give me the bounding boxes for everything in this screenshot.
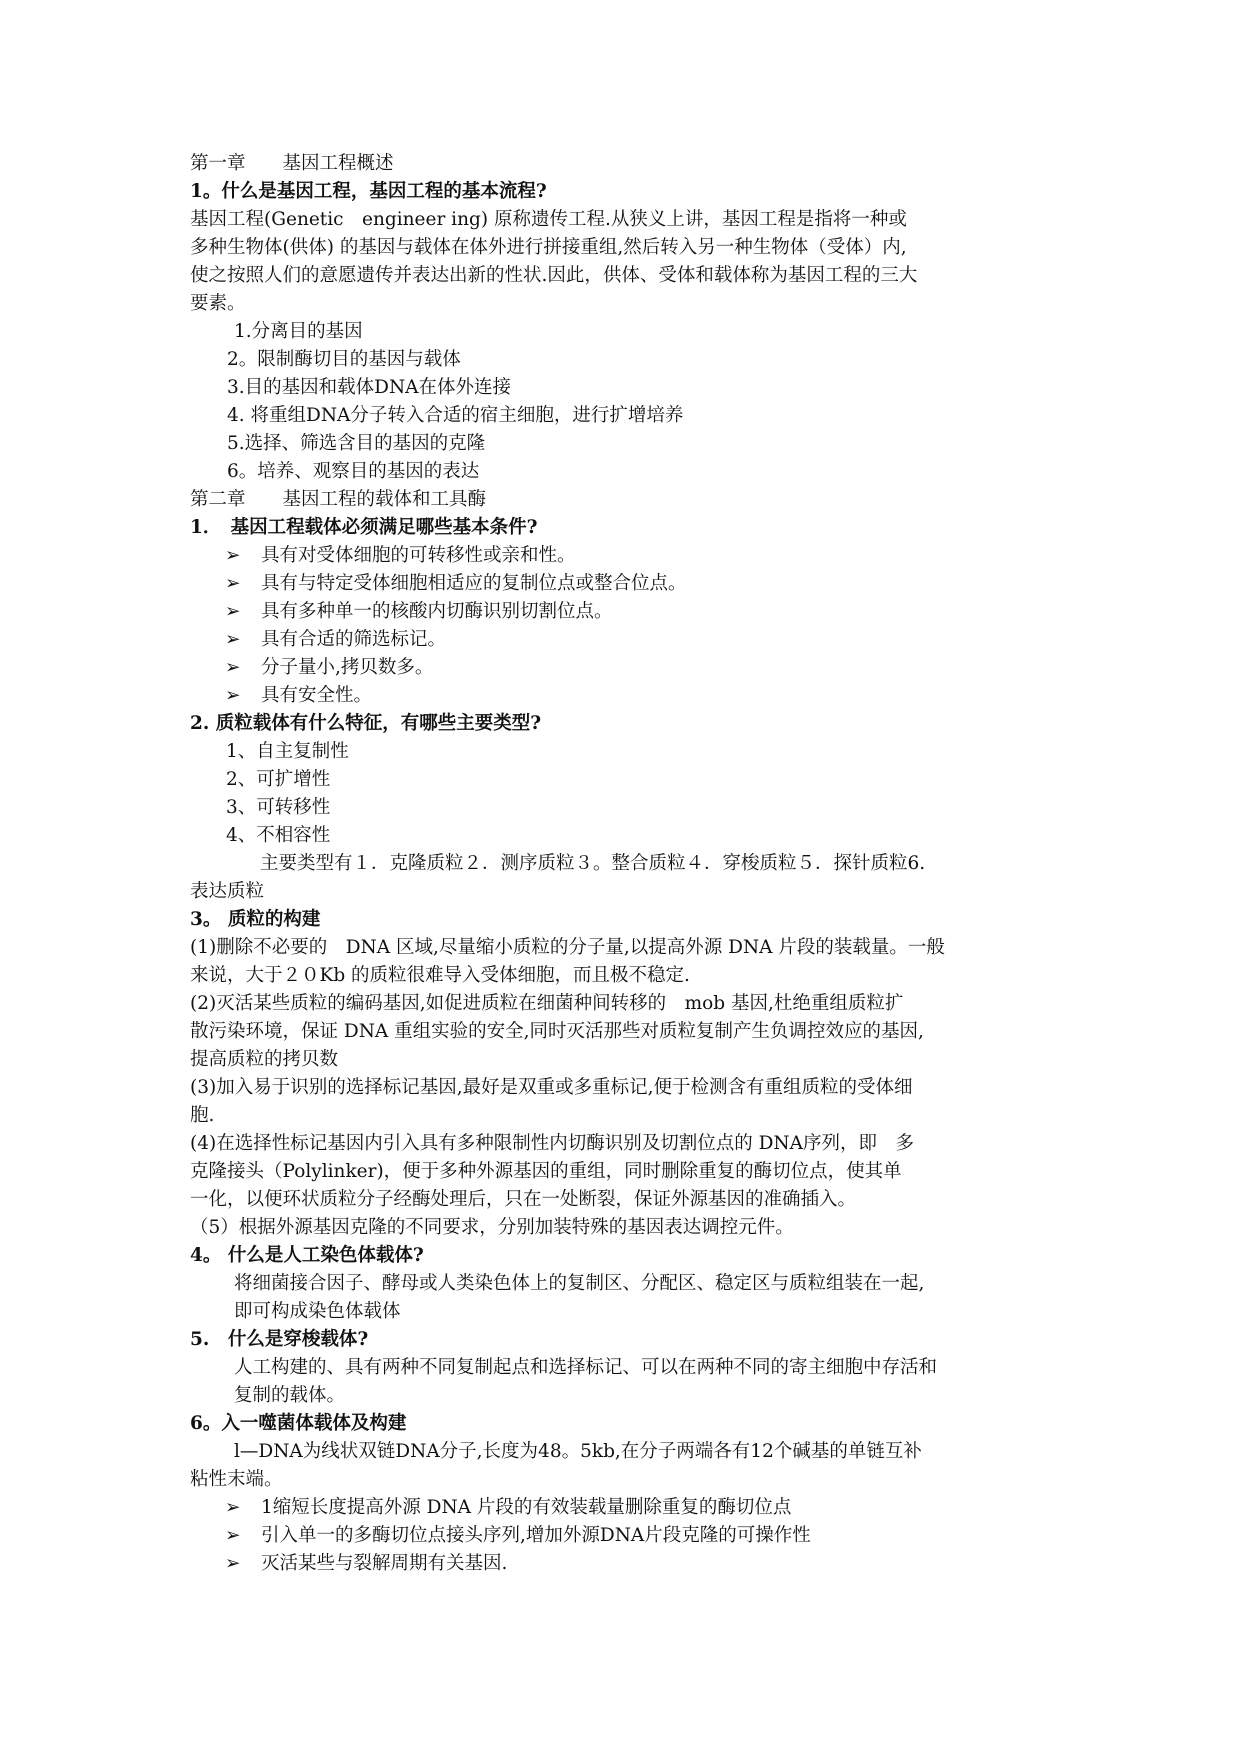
paragraph-line: 基因工程(Genetic engineer ing) 原称遗传工程.从狭义上讲，基因工程是指将一种或 bbox=[190, 209, 907, 230]
paragraph-line: (1)删除不必要的 DNA 区域,尽量缩小质粒的分子量,以提高外源 DNA 片段的装载量。一般 bbox=[190, 937, 945, 958]
chapter2-question-4: 4。 什么是人工染色体载体? bbox=[190, 1245, 424, 1266]
list-item: ➢ 1缩短长度提高外源 DNA 片段的有效装载量删除重复的酶切位点 bbox=[190, 1494, 1060, 1522]
document-body bbox=[190, 150, 1060, 1578]
list-item: 1、自主复制性 bbox=[226, 741, 349, 762]
paragraph-line: （5）根据外源基因克隆的不同要求，分别加装特殊的基因表达调控元件。 bbox=[190, 1217, 794, 1238]
chapter2-title: 第二章 基因工程的载体和工具酶 bbox=[190, 489, 487, 510]
paragraph-line: 粘性末端。 bbox=[190, 1469, 283, 1490]
paragraph-line: 表达质粒 bbox=[190, 881, 265, 902]
paragraph-line: 将细菌接合因子、酵母或人类染色体上的复制区、分配区、稳定区与质粒组装在一起, bbox=[234, 1273, 925, 1294]
list-item: ➢ 分子量小,拷贝数多。 bbox=[190, 654, 1060, 682]
paragraph-line: (4)在选择性标记基因内引入具有多种限制性内切酶识别及切割位点的 DNA序列，即 多 bbox=[190, 1133, 914, 1154]
list-item: ➢ 具有与特定受体细胞相适应的复制位点或整合位点。 bbox=[190, 570, 1060, 598]
arrow-bullet-icon: ➢ bbox=[225, 1525, 241, 1546]
list-item: 3、可转移性 bbox=[226, 797, 331, 818]
paragraph-line: l—DNA为线状双链DNA分子,长度为48。5kb,在分子两端各有12个碱基的单链互补 bbox=[234, 1441, 922, 1462]
arrow-bullet-icon: ➢ bbox=[225, 629, 241, 650]
list-item: 2、可扩增性 bbox=[226, 769, 331, 790]
paragraph-line: (2)灭活某些质粒的编码基因,如促进质粒在细菌种间转移的 mob 基因,杜绝重组质粒扩 bbox=[190, 993, 904, 1014]
paragraph-line: 多种生物体(供体) 的基因与载体在体外进行拼接重组,然后转入另一种生物体（受体）内, bbox=[190, 237, 907, 258]
list-item: ➢ 灭活某些与裂解周期有关基因. bbox=[190, 1550, 1060, 1578]
arrow-bullet-icon: ➢ bbox=[225, 685, 241, 706]
paragraph-line: 来说，大于２０Kb 的质粒很难导入受体细胞，而且极不稳定. bbox=[190, 965, 690, 986]
list-item: ➢ 具有多种单一的核酸内切酶识别切割位点。 bbox=[190, 598, 1060, 626]
chapter1-question-1: 1。什么是基因工程，基因工程的基本流程? bbox=[190, 181, 547, 202]
paragraph-line: 散污染环境，保证 DNA 重组实验的安全,同时灭活那些对质粒复制产生负调控效应的基因, bbox=[190, 1021, 924, 1042]
list-item: ➢ 具有对受体细胞的可转移性或亲和性。 bbox=[190, 542, 1060, 570]
arrow-bullet-icon: ➢ bbox=[225, 573, 241, 594]
process-step: 2。限制酶切目的基因与载体 bbox=[227, 349, 461, 370]
process-step: 6。培养、观察目的基因的表达 bbox=[227, 461, 480, 482]
process-step: 5.选择、筛选含目的基因的克隆 bbox=[227, 433, 486, 454]
arrow-bullet-icon: ➢ bbox=[225, 1497, 241, 1518]
list-item: ➢ 引入单一的多酶切位点接头序列,增加外源DNA片段克隆的可操作性 bbox=[190, 1522, 1060, 1550]
arrow-bullet-icon: ➢ bbox=[225, 601, 241, 622]
chapter2-question-6: 6。入一噬菌体载体及构建 bbox=[190, 1413, 407, 1434]
list-item: ➢ 具有安全性。 bbox=[190, 682, 1060, 710]
list-item: ➢ 具有合适的筛选标记。 bbox=[190, 626, 1060, 654]
list-item: 4、不相容性 bbox=[226, 825, 331, 846]
paragraph-line: (3)加入易于识别的选择标记基因,最好是双重或多重标记,便于检测含有重组质粒的受体细 bbox=[190, 1077, 913, 1098]
paragraph-line: 人工构建的、具有两种不同复制起点和选择标记、可以在两种不同的寄主细胞中存活和 bbox=[234, 1357, 938, 1378]
arrow-bullet-icon: ➢ bbox=[225, 1553, 241, 1574]
paragraph-line: 要素。 bbox=[190, 293, 246, 314]
paragraph-line: 使之按照人们的意愿遗传并表达出新的性状.因此，供体、受体和载体称为基因工程的三大 bbox=[190, 265, 918, 286]
chapter2-question-5: 5. 什么是穿梭载体? bbox=[190, 1329, 369, 1350]
paragraph-line: 克隆接头（Polylinker)，便于多种外源基因的重组，同时删除重复的酶切位点，使其单 bbox=[190, 1161, 902, 1182]
paragraph-line: 提高质粒的拷贝数 bbox=[190, 1049, 339, 1070]
chapter2-question-1: 1． 基因工程载体必须满足哪些基本条件? bbox=[190, 517, 538, 538]
arrow-bullet-icon: ➢ bbox=[225, 545, 241, 566]
chapter2-question-3: 3。 质粒的构建 bbox=[190, 909, 321, 930]
arrow-bullet-icon: ➢ bbox=[225, 657, 241, 678]
chapter1-title: 第一章 基因工程概述 bbox=[190, 153, 394, 174]
paragraph-line: 胞. bbox=[190, 1105, 215, 1126]
paragraph-line: 一化，以便环状质粒分子经酶处理后，只在一处断裂，保证外源基因的准确插入。 bbox=[190, 1189, 857, 1210]
process-step: 1.分离目的基因 bbox=[234, 321, 363, 342]
paragraph-line: 主要类型有１．克隆质粒２．测序质粒３。整合质粒４．穿梭质粒５．探针质粒6. bbox=[260, 853, 926, 874]
paragraph-line: 复制的载体。 bbox=[234, 1385, 346, 1406]
process-step: 3.目的基因和载体DNA在体外连接 bbox=[227, 377, 512, 398]
paragraph-line: 即可构成染色体载体 bbox=[234, 1301, 401, 1322]
chapter2-question-2: 2. 质粒载体有什么特征，有哪些主要类型? bbox=[190, 713, 542, 734]
process-step: 4. 将重组DNA分子转入合适的宿主细胞，进行扩增培养 bbox=[227, 405, 684, 426]
